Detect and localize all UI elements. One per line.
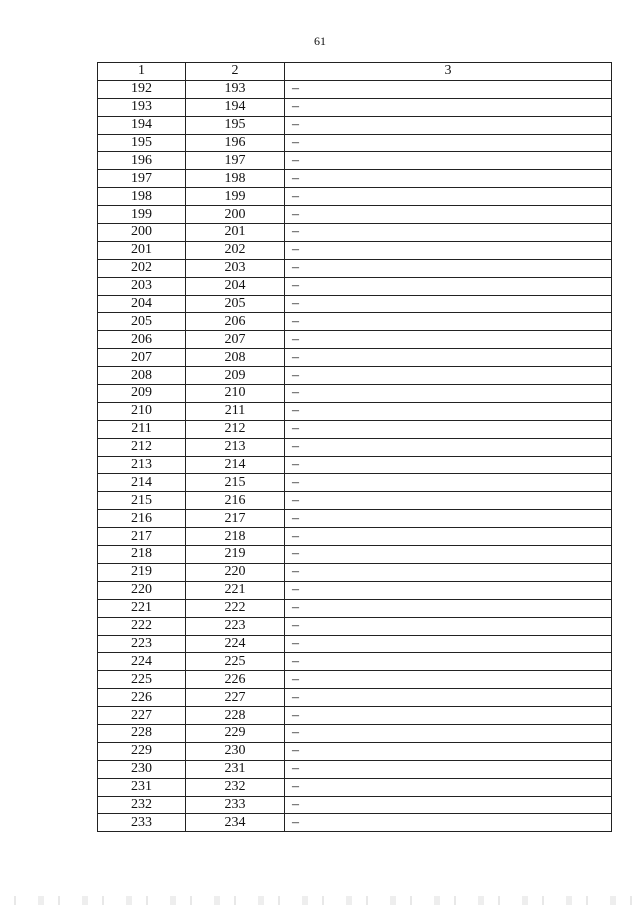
table-cell-col-1: 199 [98,206,186,224]
table-cell-col-1: 193 [98,98,186,116]
table-cell-col-2: 212 [186,420,285,438]
table-cell-col-3: – [285,259,612,277]
table-row [98,116,612,134]
table-cell-col-1: 216 [98,510,186,528]
table-cell-col-1: 208 [98,367,186,385]
data-table [97,62,612,832]
table-cell-col-1: 226 [98,689,186,707]
table-row [98,671,612,689]
table-cell-col-1: 214 [98,474,186,492]
table-header [98,63,612,81]
table-row [98,778,612,796]
table-row [98,760,612,778]
table-row [98,80,612,98]
table-cell-col-2: 215 [186,474,285,492]
table-cell-col-3: – [285,510,612,528]
table-cell-col-2: 193 [186,80,285,98]
table-cell-col-1: 211 [98,420,186,438]
table-cell-col-2: 204 [186,277,285,295]
table-cell-col-3: – [285,134,612,152]
table-cell-col-3: – [285,188,612,206]
table-cell-col-1: 200 [98,224,186,242]
table-row [98,456,612,474]
table-cell-col-2: 209 [186,367,285,385]
table-row [98,707,612,725]
table-row [98,367,612,385]
table-row [98,742,612,760]
table-row [98,599,612,617]
table-row [98,170,612,188]
table-cell-col-2: 216 [186,492,285,510]
table-cell-col-1: 219 [98,563,186,581]
table-cell-col-2: 201 [186,224,285,242]
table-cell-col-3: – [285,402,612,420]
table-cell-col-1: 232 [98,796,186,814]
table-cell-col-3: – [285,224,612,242]
table-cell-col-2: 208 [186,349,285,367]
table-body [98,80,612,831]
table-cell-col-3: – [285,98,612,116]
table-cell-col-1: 217 [98,528,186,546]
table-cell-col-1: 202 [98,259,186,277]
table-cell-col-1: 209 [98,385,186,403]
table-row [98,206,612,224]
table-row [98,385,612,403]
table-cell-col-2: 221 [186,581,285,599]
table-cell-col-1: 194 [98,116,186,134]
table-cell-col-3: – [285,760,612,778]
table-cell-col-3: – [285,420,612,438]
table-cell-col-1: 192 [98,80,186,98]
table-cell-col-3: – [285,635,612,653]
table-cell-col-2: 198 [186,170,285,188]
table-cell-col-2: 217 [186,510,285,528]
table-row [98,259,612,277]
table-row [98,510,612,528]
table-cell-col-2: 202 [186,241,285,259]
table-cell-col-3: – [285,581,612,599]
table-cell-col-2: 219 [186,546,285,564]
table-row [98,492,612,510]
table-cell-col-1: 222 [98,617,186,635]
column-header-2: 2 [186,63,285,81]
table-cell-col-1: 230 [98,760,186,778]
table-cell-col-2: 227 [186,689,285,707]
table-cell-col-1: 227 [98,707,186,725]
table-cell-col-2: 218 [186,528,285,546]
table-cell-col-1: 224 [98,653,186,671]
table-cell-col-2: 220 [186,563,285,581]
table-row [98,724,612,742]
table-cell-col-1: 201 [98,241,186,259]
table-cell-col-2: 226 [186,671,285,689]
table-cell-col-3: – [285,385,612,403]
table-cell-col-1: 206 [98,331,186,349]
table-cell-col-2: 203 [186,259,285,277]
table-cell-col-1: 220 [98,581,186,599]
table-row [98,581,612,599]
table-row [98,402,612,420]
table-row [98,546,612,564]
table-cell-col-3: – [285,689,612,707]
table-row [98,796,612,814]
table-cell-col-2: 232 [186,778,285,796]
table-row [98,689,612,707]
table-row [98,474,612,492]
table-cell-col-3: – [285,241,612,259]
table-row [98,814,612,832]
table-cell-col-3: – [285,331,612,349]
table-row [98,295,612,313]
table-row [98,277,612,295]
scan-artifact [0,896,640,905]
table-cell-col-3: – [285,653,612,671]
table-cell-col-1: 218 [98,546,186,564]
table-cell-col-3: – [285,778,612,796]
table-cell-col-2: 214 [186,456,285,474]
table-cell-col-1: 228 [98,724,186,742]
table-cell-col-3: – [285,456,612,474]
table-cell-col-3: – [285,438,612,456]
table-row [98,617,612,635]
table-cell-col-1: 196 [98,152,186,170]
table-cell-col-3: – [285,528,612,546]
table-row [98,349,612,367]
table-cell-col-2: 200 [186,206,285,224]
table-cell-col-3: – [285,474,612,492]
table-cell-col-3: – [285,742,612,760]
table-cell-col-2: 222 [186,599,285,617]
table-cell-col-2: 213 [186,438,285,456]
table-cell-col-1: 204 [98,295,186,313]
table-cell-col-3: – [285,349,612,367]
table-cell-col-2: 196 [186,134,285,152]
table-cell-col-3: – [285,152,612,170]
table-cell-col-1: 221 [98,599,186,617]
table-cell-col-1: 215 [98,492,186,510]
table-cell-col-3: – [285,170,612,188]
table-cell-col-3: – [285,367,612,385]
table-cell-col-1: 213 [98,456,186,474]
table-cell-col-2: 195 [186,116,285,134]
table-cell-col-1: 212 [98,438,186,456]
table-cell-col-2: 210 [186,385,285,403]
table-cell-col-3: – [285,492,612,510]
table-row [98,188,612,206]
table-row [98,241,612,259]
table-cell-col-3: – [285,814,612,832]
table-row [98,563,612,581]
table-cell-col-1: 229 [98,742,186,760]
table-cell-col-2: 194 [186,98,285,116]
table-cell-col-3: – [285,617,612,635]
table-cell-col-1: 203 [98,277,186,295]
table-cell-col-3: – [285,80,612,98]
table-cell-col-2: 205 [186,295,285,313]
table-cell-col-1: 223 [98,635,186,653]
table-row [98,152,612,170]
table-cell-col-3: – [285,546,612,564]
table-cell-col-2: 199 [186,188,285,206]
page-number: 61 [314,34,326,48]
table-cell-col-2: 225 [186,653,285,671]
table-cell-col-2: 229 [186,724,285,742]
table-cell-col-2: 230 [186,742,285,760]
table-cell-col-3: – [285,796,612,814]
column-header-3: 3 [285,63,612,81]
table-cell-col-2: 207 [186,331,285,349]
table-cell-col-3: – [285,724,612,742]
table-cell-col-3: – [285,707,612,725]
table-header-row [98,63,612,81]
table-cell-col-1: 197 [98,170,186,188]
table-cell-col-1: 207 [98,349,186,367]
table-cell-col-3: – [285,563,612,581]
table-cell-col-1: 233 [98,814,186,832]
table-row [98,420,612,438]
table-cell-col-2: 211 [186,402,285,420]
table-cell-col-3: – [285,206,612,224]
table-cell-col-3: – [285,277,612,295]
table-cell-col-2: 233 [186,796,285,814]
table-row [98,313,612,331]
table-cell-col-3: – [285,295,612,313]
table-row [98,224,612,242]
table-cell-col-3: – [285,599,612,617]
table-cell-col-1: 225 [98,671,186,689]
table-row [98,653,612,671]
table-cell-col-3: – [285,116,612,134]
table-row [98,134,612,152]
table-cell-col-3: – [285,313,612,331]
table-cell-col-1: 231 [98,778,186,796]
table-cell-col-2: 231 [186,760,285,778]
table-cell-col-2: 228 [186,707,285,725]
column-header-1: 1 [98,63,186,81]
table-cell-col-2: 206 [186,313,285,331]
table-row [98,528,612,546]
table-cell-col-2: 224 [186,635,285,653]
table-cell-col-2: 197 [186,152,285,170]
table-row [98,438,612,456]
table-row [98,98,612,116]
table-cell-col-1: 195 [98,134,186,152]
table-cell-col-2: 234 [186,814,285,832]
table-cell-col-1: 205 [98,313,186,331]
table-cell-col-1: 210 [98,402,186,420]
table-cell-col-1: 198 [98,188,186,206]
table-cell-col-3: – [285,671,612,689]
table-cell-col-2: 223 [186,617,285,635]
table-row [98,635,612,653]
table-row [98,331,612,349]
